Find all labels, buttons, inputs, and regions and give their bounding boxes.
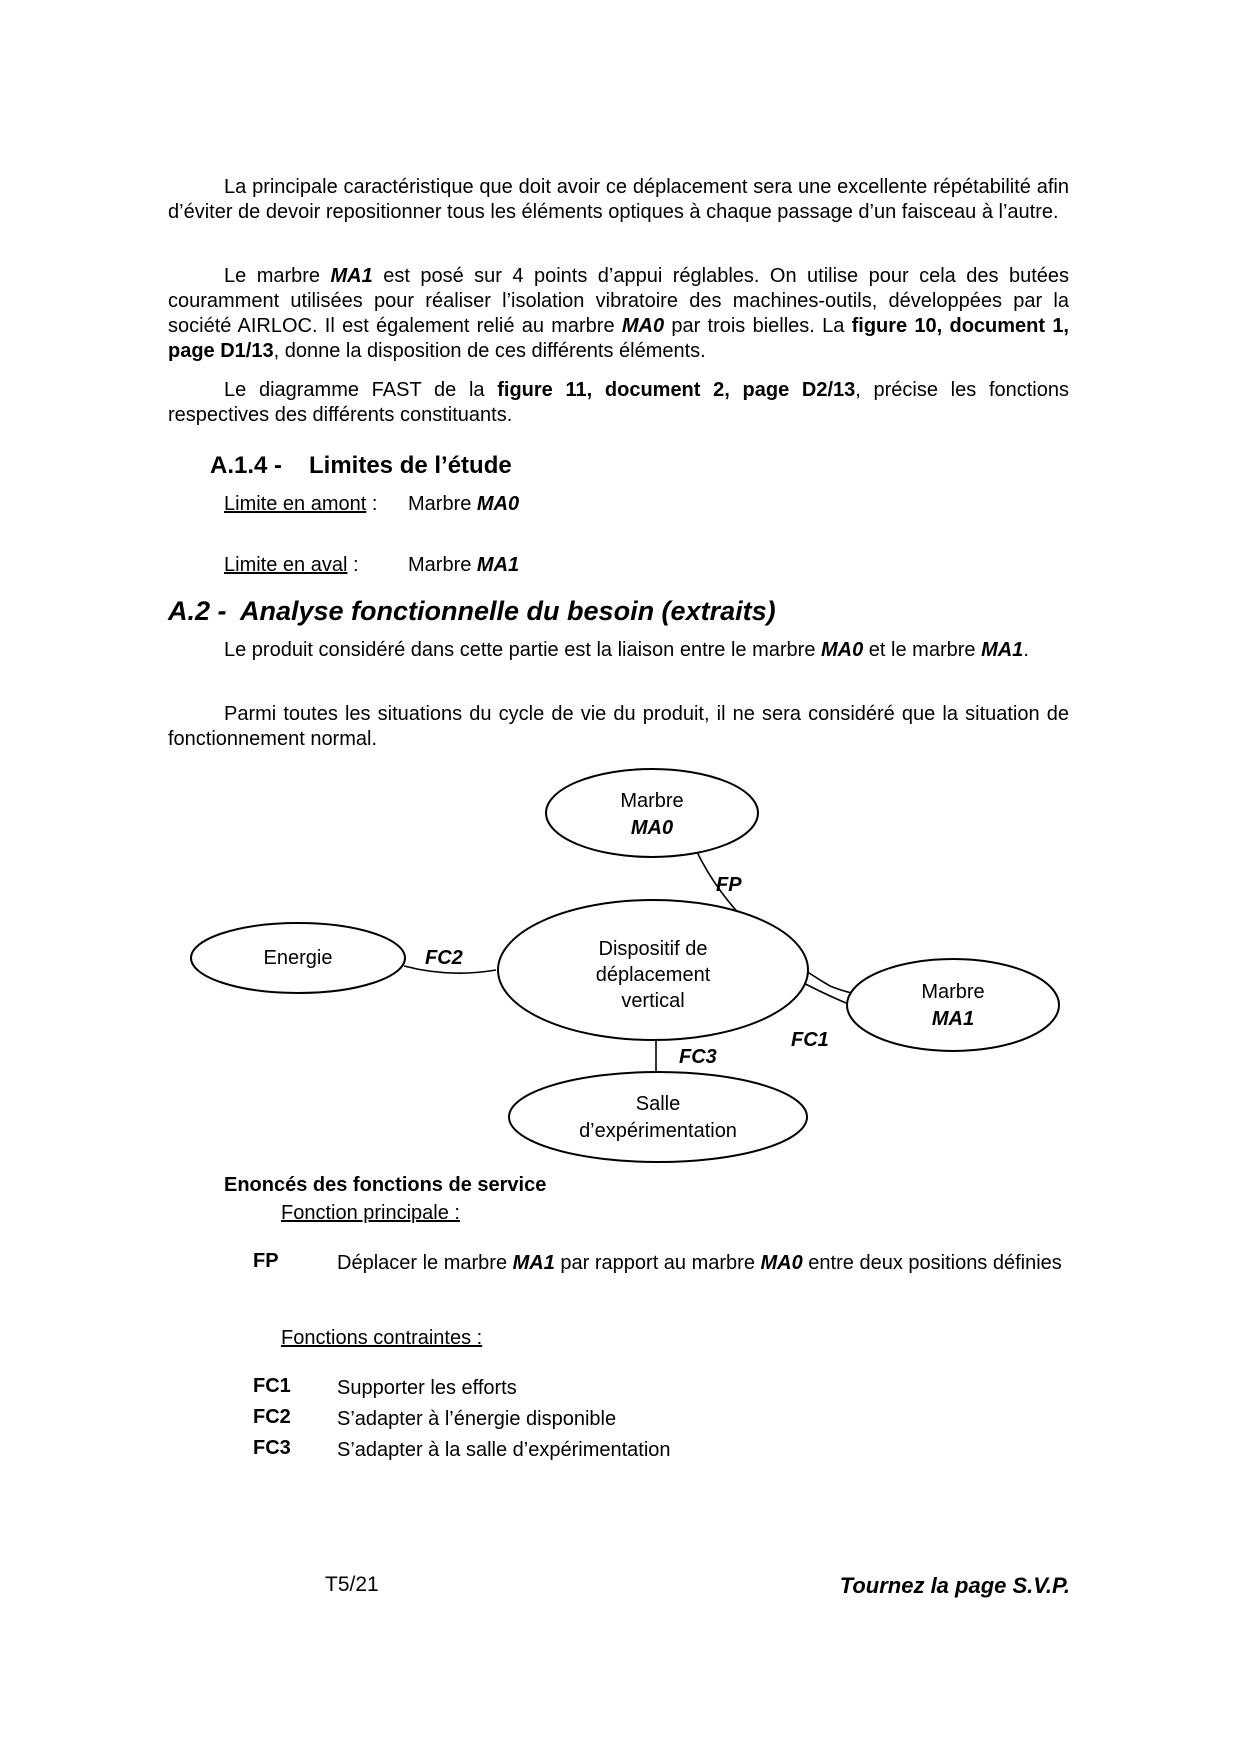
p2-text-4: , donne la disposition de ces différents éléments. [273, 340, 706, 362]
fp-text [337, 1250, 1082, 1276]
paragraph-repeatability: La principale caractéristique que doit avoir ce déplacement sera une excellente répétabilité afin d’éviter de devoir repositionner tous les éléments optiques à chaque passage d’un faisceau à l’autre. [168, 176, 1069, 223]
label-fc1: FC1 [791, 1029, 829, 1051]
paragraph-life-cycle: Parmi toutes les situations du cycle de vie du produit, il ne sera considéré que la situation de fonctionnement normal. [168, 703, 1069, 750]
fp-text-3: entre deux positions définies [802, 1252, 1062, 1274]
a2p1-ma1: MA1 [981, 639, 1024, 661]
node-dispositif-line2: déplacement [595, 964, 711, 986]
services-heading: Enoncés des fonctions de service [224, 1174, 547, 1196]
node-salle-line2: d’expérimentation [579, 1120, 737, 1142]
a2p1-text-2: et le marbre [863, 639, 982, 661]
p2-figure-reference: figure 10, document 1, page D1/13 [168, 315, 1069, 362]
label-fc2: FC2 [425, 947, 463, 969]
label-fp: FP [716, 874, 742, 896]
limit-downstream-label: Limite en aval [224, 554, 348, 576]
limit-downstream-sep: : [347, 554, 359, 576]
a2p1-text-1: Le produit considéré dans cette partie est la liaison entre le marbre [224, 639, 822, 661]
node-dispositif-line3: vertical [621, 990, 685, 1012]
fp-ma1: MA1 [512, 1252, 555, 1274]
node-ma1-line1: Marbre [921, 981, 985, 1003]
node-dispositif-line1: Dispositif de [598, 938, 708, 960]
fc1-code: FC1 [253, 1375, 291, 1397]
fp-ma0: MA0 [760, 1252, 803, 1274]
turn-page-note: Tournez la page S.V.P. [839, 1573, 1070, 1598]
node-ma0-line2: MA0 [630, 817, 674, 839]
fp-code: FP [253, 1250, 279, 1272]
heading-a14-number: A.1.4 - [210, 452, 283, 479]
fc2-text: S’adapter à l’énergie disponible [337, 1408, 617, 1430]
limit-upstream-text: Marbre [408, 493, 477, 515]
p3-text-1: Le diagramme FAST de la [224, 379, 498, 401]
node-ma0-ellipse [546, 769, 758, 857]
p3-figure-reference: figure 11, document 2, page D2/13 [497, 379, 856, 401]
a2p1-ma0: MA0 [821, 639, 864, 661]
limit-upstream-label: Limite en amont [224, 493, 367, 515]
limit-downstream-value: MA1 [476, 554, 520, 576]
node-ma1-line2: MA1 [931, 1008, 975, 1030]
page-number: T5/21 [325, 1573, 379, 1596]
fp-text-1: Déplacer le marbre [337, 1252, 513, 1274]
fp-text-2: par rapport au marbre [554, 1252, 761, 1274]
p3-text-2: , précise les fonctions respectives des différents constituants. [168, 379, 1069, 426]
p2-text-2: est posé sur 4 points d’appui réglables. On utilise pour cela des butées couramment utilisées pour réaliser l’isolation vibratoire des machines-outils, développées par la société AIRLOC. Il est également relié au marbre [168, 265, 1070, 337]
p2-text-1: Le marbre [224, 265, 331, 287]
heading-a14-title: Limites de l’étude [309, 452, 512, 479]
constraint-functions-label: Fonctions contraintes : [281, 1327, 483, 1349]
fc3-code: FC3 [253, 1437, 291, 1459]
heading-a2-number: A.2 - [168, 596, 227, 626]
fc1-text: Supporter les efforts [337, 1377, 517, 1399]
p2-ma0: MA0 [621, 315, 665, 337]
node-salle-ellipse [509, 1072, 807, 1162]
p2-text-3: par trois bielles. La [664, 315, 852, 337]
heading-a2-title: Analyse fonctionnelle du besoin (extraits) [240, 596, 776, 626]
fc3-text: S’adapter à la salle d’expérimentation [337, 1439, 671, 1461]
label-fc3: FC3 [679, 1046, 717, 1068]
node-ma0-line1: Marbre [620, 790, 684, 812]
limit-downstream-text: Marbre [408, 554, 477, 576]
limit-upstream-sep: : [366, 493, 378, 515]
a2p1-text-3: . [1023, 639, 1029, 661]
node-ma1-ellipse [847, 959, 1059, 1051]
fc2-code: FC2 [253, 1406, 291, 1428]
node-energie-line1: Energie [263, 947, 333, 969]
node-salle-line1: Salle [635, 1093, 681, 1115]
p2-ma1: MA1 [330, 265, 373, 287]
limit-upstream-value: MA0 [476, 493, 520, 515]
principal-function-label: Fonction principale : [281, 1202, 460, 1224]
